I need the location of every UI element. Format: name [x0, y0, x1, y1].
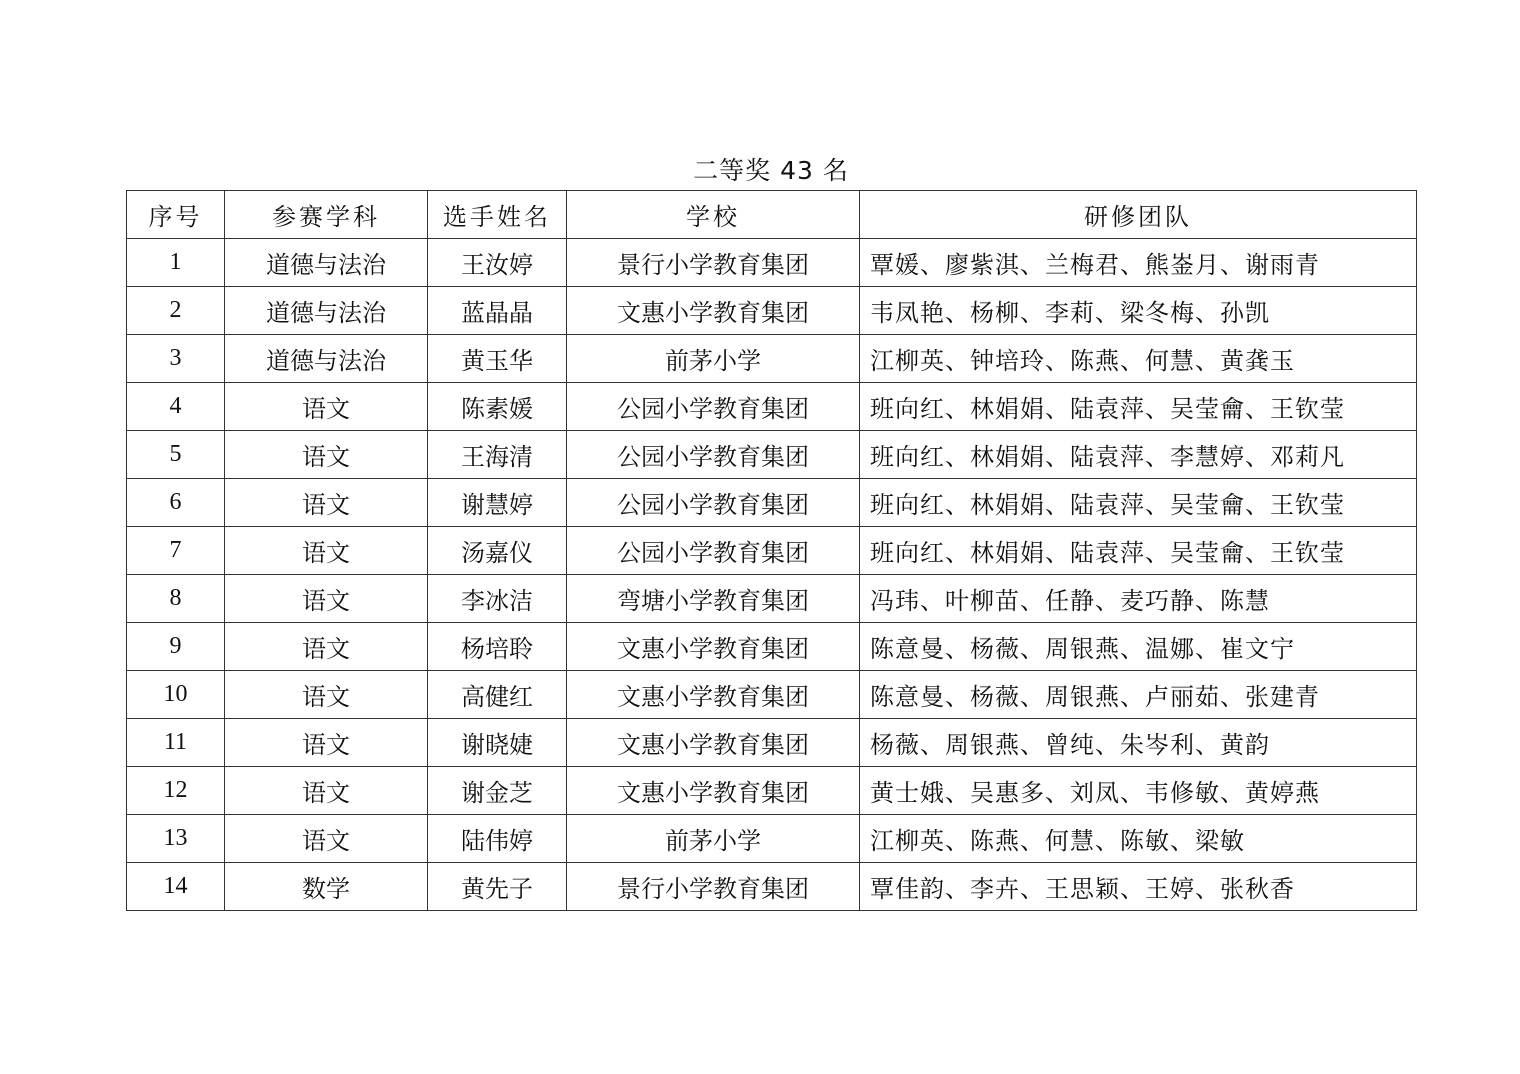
cell-no: 2	[127, 287, 225, 335]
cell-no: 6	[127, 479, 225, 527]
table-body	[127, 239, 1417, 911]
cell-no: 4	[127, 383, 225, 431]
header-school: 学校	[567, 191, 860, 239]
cell-subject: 语文	[225, 479, 428, 527]
cell-subject: 语文	[225, 431, 428, 479]
cell-name: 杨培聆	[428, 623, 567, 671]
cell-school: 文惠小学教育集团	[567, 719, 860, 767]
table-row	[127, 623, 1417, 671]
cell-team: 班向红、林娟娟、陆袁萍、吴莹龠、王钦莹	[860, 479, 1417, 527]
cell-team: 韦凤艳、杨柳、李莉、梁冬梅、孙凯	[860, 287, 1417, 335]
cell-name: 黄先子	[428, 863, 567, 911]
cell-team: 班向红、林娟娟、陆袁萍、吴莹龠、王钦莹	[860, 527, 1417, 575]
cell-team: 江柳英、陈燕、何慧、陈敏、梁敏	[860, 815, 1417, 863]
cell-school: 公园小学教育集团	[567, 383, 860, 431]
cell-no: 13	[127, 815, 225, 863]
table-row	[127, 527, 1417, 575]
cell-subject: 语文	[225, 383, 428, 431]
cell-name: 谢金芝	[428, 767, 567, 815]
cell-subject: 道德与法治	[225, 287, 428, 335]
cell-name: 黄玉华	[428, 335, 567, 383]
cell-school: 前茅小学	[567, 335, 860, 383]
cell-no: 9	[127, 623, 225, 671]
header-no: 序号	[127, 191, 225, 239]
table-row	[127, 767, 1417, 815]
cell-name: 高健红	[428, 671, 567, 719]
cell-school: 文惠小学教育集团	[567, 623, 860, 671]
cell-name: 汤嘉仪	[428, 527, 567, 575]
cell-school: 景行小学教育集团	[567, 863, 860, 911]
cell-team: 陈意曼、杨薇、周银燕、温娜、崔文宁	[860, 623, 1417, 671]
cell-no: 3	[127, 335, 225, 383]
cell-subject: 数学	[225, 863, 428, 911]
cell-team: 覃媛、廖紫淇、兰梅君、熊崟月、谢雨青	[860, 239, 1417, 287]
cell-school: 文惠小学教育集团	[567, 767, 860, 815]
cell-school: 前茅小学	[567, 815, 860, 863]
cell-school: 弯塘小学教育集团	[567, 575, 860, 623]
table-row	[127, 815, 1417, 863]
cell-no: 1	[127, 239, 225, 287]
cell-school: 景行小学教育集团	[567, 239, 860, 287]
cell-no: 7	[127, 527, 225, 575]
cell-name: 王海清	[428, 431, 567, 479]
cell-team: 杨薇、周银燕、曾纯、朱岑利、黄韵	[860, 719, 1417, 767]
cell-school: 公园小学教育集团	[567, 527, 860, 575]
header-name: 选手姓名	[428, 191, 567, 239]
table-row	[127, 575, 1417, 623]
cell-no: 5	[127, 431, 225, 479]
cell-name: 谢慧婷	[428, 479, 567, 527]
table-header-row	[127, 191, 1417, 239]
cell-name: 陈素媛	[428, 383, 567, 431]
cell-subject: 语文	[225, 527, 428, 575]
cell-subject: 道德与法治	[225, 239, 428, 287]
cell-name: 谢晓婕	[428, 719, 567, 767]
cell-team: 班向红、林娟娟、陆袁萍、吴莹龠、王钦莹	[860, 383, 1417, 431]
cell-team: 覃佳韵、李卉、王思颖、王婷、张秋香	[860, 863, 1417, 911]
cell-no: 8	[127, 575, 225, 623]
cell-name: 王汝婷	[428, 239, 567, 287]
cell-subject: 语文	[225, 623, 428, 671]
table-row	[127, 383, 1417, 431]
cell-school: 文惠小学教育集团	[567, 671, 860, 719]
cell-subject: 语文	[225, 671, 428, 719]
cell-no: 11	[127, 719, 225, 767]
cell-school: 公园小学教育集团	[567, 479, 860, 527]
cell-name: 陆伟婷	[428, 815, 567, 863]
cell-subject: 语文	[225, 815, 428, 863]
cell-no: 12	[127, 767, 225, 815]
table-row	[127, 335, 1417, 383]
cell-subject: 语文	[225, 767, 428, 815]
cell-team: 陈意曼、杨薇、周银燕、卢丽茹、张建青	[860, 671, 1417, 719]
cell-team: 冯玮、叶柳苗、任静、麦巧静、陈慧	[860, 575, 1417, 623]
cell-school: 公园小学教育集团	[567, 431, 860, 479]
table-row	[127, 671, 1417, 719]
table-row	[127, 719, 1417, 767]
table-row	[127, 863, 1417, 911]
cell-subject: 道德与法治	[225, 335, 428, 383]
cell-name: 李冰洁	[428, 575, 567, 623]
cell-no: 10	[127, 671, 225, 719]
table-row	[127, 479, 1417, 527]
cell-team: 班向红、林娟娟、陆袁萍、李慧婷、邓莉凡	[860, 431, 1417, 479]
header-team: 研修团队	[860, 191, 1417, 239]
cell-school: 文惠小学教育集团	[567, 287, 860, 335]
page-title: 二等奖 43 名	[693, 156, 849, 185]
header-subject: 参赛学科	[225, 191, 428, 239]
cell-name: 蓝晶晶	[428, 287, 567, 335]
awards-table	[126, 190, 1417, 911]
cell-subject: 语文	[225, 719, 428, 767]
cell-team: 江柳英、钟培玲、陈燕、何慧、黄龚玉	[860, 335, 1417, 383]
table-row	[127, 287, 1417, 335]
cell-team: 黄士娥、吴惠多、刘凤、韦修敏、黄婷燕	[860, 767, 1417, 815]
cell-no: 14	[127, 863, 225, 911]
table-row	[127, 239, 1417, 287]
table-row	[127, 431, 1417, 479]
cell-subject: 语文	[225, 575, 428, 623]
